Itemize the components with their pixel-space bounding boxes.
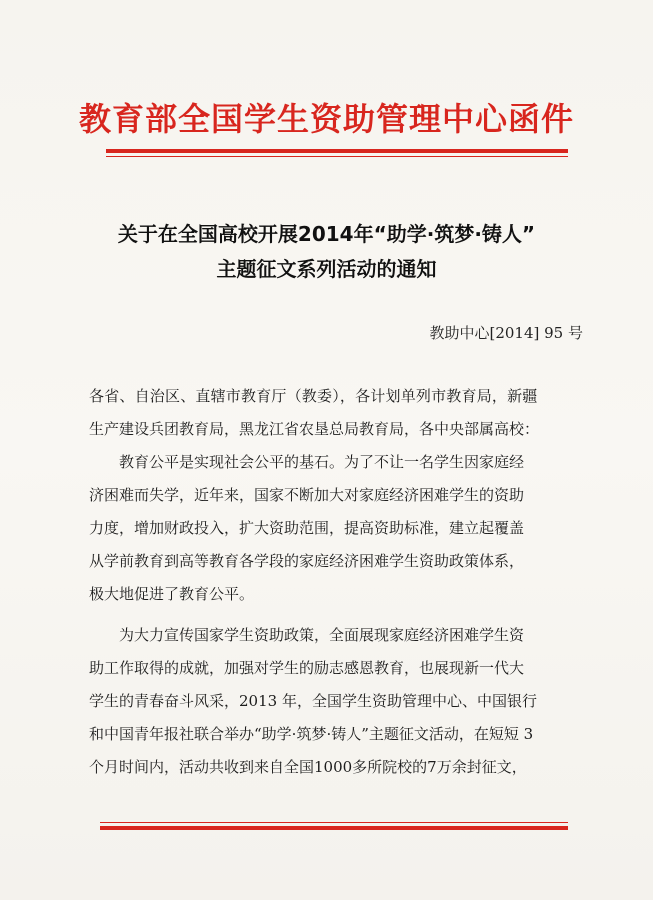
letterhead-title: 教育部全国学生资助管理中心函件 [78,100,574,138]
body-line: 教育公平是实现社会公平的基石。为了不让一名学生因家庭经 [119,453,525,471]
footer-rule-thick [100,826,568,830]
document-number: 教助中心[2014] 95 号 [429,324,583,342]
body-line: 为大力宣传国家学生资助政策，全面展现家庭经济困难学生资 [119,626,525,644]
body-line: 学生的青春奋斗风采，2013 年，全国学生资助管理中心、中国银行 [89,692,537,710]
body-line: 个月时间内，活动共收到来自全国1000多所院校的7万余封征文， [89,758,527,776]
body-line: 生产建设兵团教育局，黑龙江省农垦总局教育局，各中央部属高校： [89,420,540,438]
letterhead-rule-thick [106,149,568,153]
document-title-line1: 关于在全国高校开展2014年“助学·筑梦·铸人” [117,222,536,246]
body-line: 各省、自治区、直辖市教育厅（教委），各计划单列市教育局，新疆 [89,387,538,405]
bleed-through-text [110,176,123,195]
body-line: 济困难而失学，近年来，国家不断加大对家庭经济困难学生的资助 [89,486,525,504]
body-line: 和中国青年报社联合举办“助学·筑梦·铸人”主题征文活动，在短短 3 [89,725,534,743]
body-line: 力度，增加财政投入，扩大资助范围，提高资助标准，建立起覆盖 [89,519,525,537]
letterhead-rule-thin [106,156,568,157]
body-line: 极大地促进了教育公平。 [89,585,255,603]
document-title-line2: 主题征文系列活动的通知 [216,257,437,281]
body-line: 助工作取得的成就，加强对学生的励志感恩教育，也展现新一代大 [89,659,525,677]
body-line: 从学前教育到高等教育各学段的家庭经济困难学生资助政策体系， [89,552,525,570]
footer-rule-thin [100,822,568,823]
